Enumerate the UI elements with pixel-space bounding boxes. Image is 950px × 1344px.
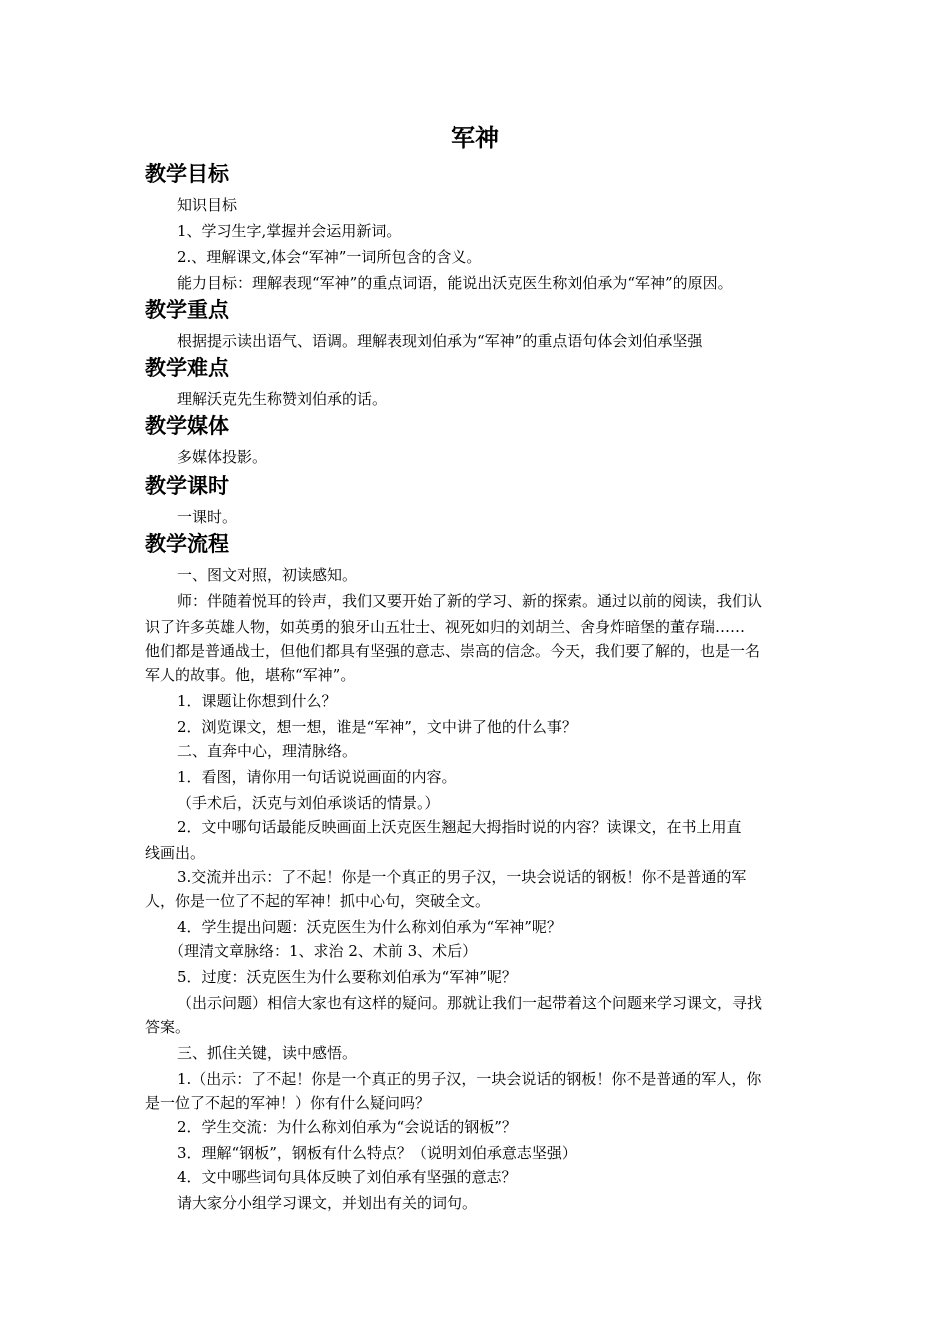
- process-line: 3．理解“钢板”，钢板有什么特点？（说明刘伯承意志坚强）: [177, 1144, 577, 1162]
- process-line: （手术后，沃克与刘伯承谈话的情景。）: [177, 794, 440, 812]
- process-line: 答案。: [145, 1018, 191, 1036]
- process-line: 三、抓住关键，读中感悟。: [177, 1044, 358, 1062]
- process-line: 是一位了不起的军神！）你有什么疑问吗？: [145, 1094, 431, 1112]
- heading-objectives: 教学目标: [145, 162, 229, 186]
- process-line: 一、图文对照，初读感知。: [177, 566, 358, 584]
- document-title: 军神: [451, 124, 499, 152]
- process-line: 4．学生提出问题：沃克医生为什么称刘伯承为“军神”呢？: [177, 918, 562, 936]
- difficulty-line: 理解沃克先生称赞刘伯承的话。: [177, 390, 388, 408]
- process-line: 1.（出示：了不起！你是一个真正的男子汉，一块会说话的钢板！你不是普通的军人，你: [177, 1070, 762, 1088]
- process-line: 5．过度：沃克医生为什么要称刘伯承为“军神”呢？: [177, 968, 517, 986]
- process-line: 师：伴随着悦耳的铃声，我们又要开始了新的学习、新的探索。通过以前的阅读，我们认: [177, 592, 763, 610]
- process-line: 军人的故事。他，堪称“军神”。: [145, 666, 356, 684]
- process-line: 请大家分小组学习课文，并划出有关的词句。: [177, 1194, 478, 1212]
- heading-hours: 教学课时: [145, 474, 229, 498]
- process-line: 3.交流并出示：了不起！你是一个真正的男子汉，一块会说话的钢板！你不是普通的军: [177, 868, 747, 886]
- focus-line: 根据提示读出语气、语调。理解表现刘伯承为“军神”的重点语句体会刘伯承坚强: [177, 332, 703, 350]
- heading-difficulty: 教学难点: [145, 356, 229, 380]
- heading-media: 教学媒体: [145, 414, 229, 438]
- process-line: 1．看图，请你用一句话说说画面的内容。: [177, 768, 457, 786]
- process-line: 4．文中哪些词句具体反映了刘伯承有坚强的意志？: [177, 1168, 517, 1186]
- heading-focus: 教学重点: [145, 298, 229, 322]
- process-line: （理清文章脉络：1、求治 2、术前 3、术后）: [169, 942, 478, 960]
- objectives-line: 1、学习生字,掌握并会运用新词。: [177, 222, 402, 240]
- process-line: 2．学生交流：为什么称刘伯承为“会说话的钢板”？: [177, 1118, 517, 1136]
- process-line: 人，你是一位了不起的军神！抓中心句，突破全文。: [145, 892, 491, 910]
- process-line: 他们都是普通战士，但他们都具有坚强的意志、崇高的信念。今天，我们要了解的，也是一名: [145, 642, 761, 660]
- objectives-line: 2.、理解课文,体会“军神”一词所包含的含义。: [177, 248, 482, 266]
- process-line: 二、直奔中心，理清脉络。: [177, 742, 358, 760]
- process-line: 2．浏览课文，想一想，谁是“军神”，文中讲了他的什么事？: [177, 718, 577, 736]
- heading-process: 教学流程: [145, 532, 229, 556]
- objectives-line: 知识目标: [177, 196, 238, 214]
- process-line: （出示问题）相信大家也有这样的疑问。那就让我们一起带着这个问题来学习课文，寻找: [177, 994, 763, 1012]
- process-line: 线画出。: [145, 844, 206, 862]
- media-line: 多媒体投影。: [177, 448, 268, 466]
- process-line: 2．文中哪句话最能反映画面上沃克医生翘起大拇指时说的内容？读课文，在书上用直: [177, 818, 742, 836]
- hours-line: 一课时。: [177, 508, 238, 526]
- objectives-line: 能力目标：理解表现“军神”的重点词语，能说出沃克医生称刘伯承为“军神”的原因。: [177, 274, 733, 292]
- process-line: 识了许多英雄人物，如英勇的狼牙山五壮士、视死如归的刘胡兰、舍身炸暗堡的董存瑞……: [145, 618, 746, 636]
- process-line: 1．课题让你想到什么？: [177, 692, 337, 710]
